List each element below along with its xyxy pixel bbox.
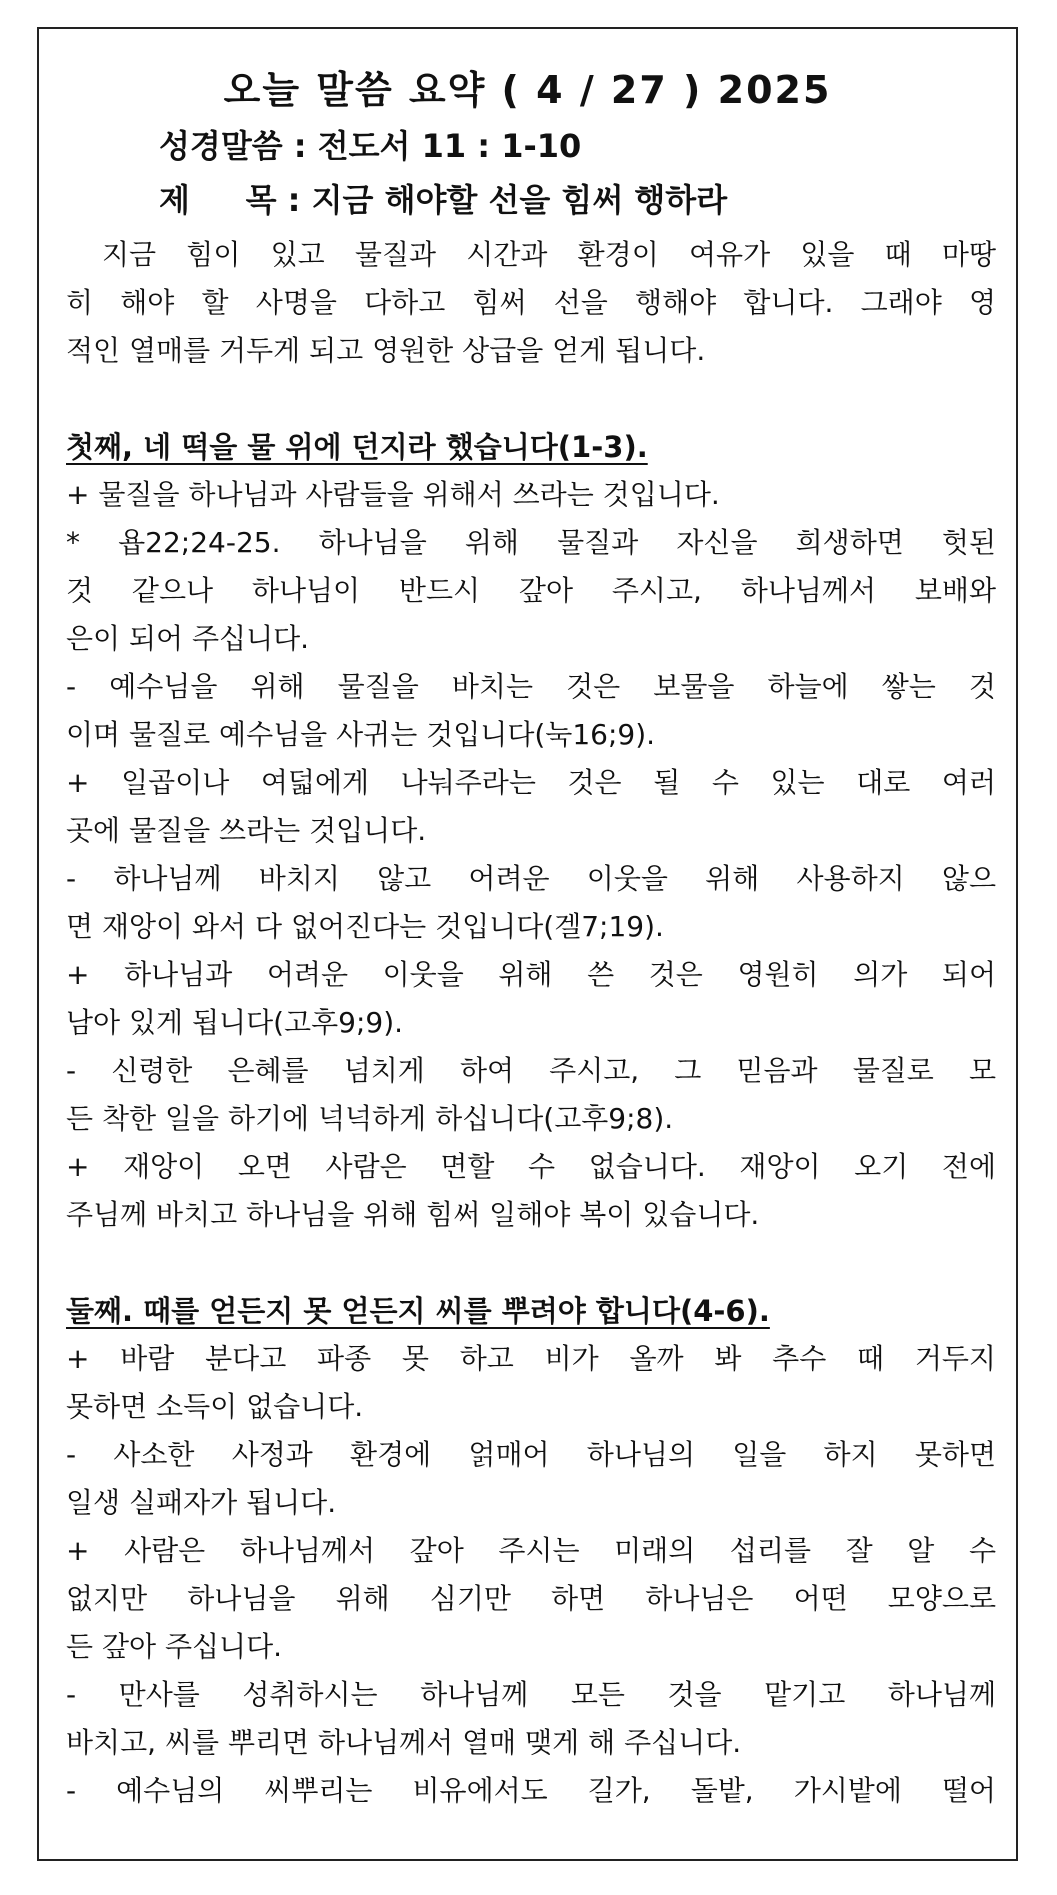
body-line: - 하나님께 바치지 않고 어려운 이웃을 위해 사용하지 않으	[66, 862, 996, 895]
body-line: 은이 되어 주십니다.	[66, 622, 310, 655]
body-line: - 사소한 사정과 환경에 얽매어 하나님의 일을 하지 못하면	[66, 1438, 996, 1471]
body-line: + 일곱이나 여덟에게 나눠주라는 것은 될 수 있는 대로 여러	[66, 766, 996, 799]
intro-line: 적인 열매를 거두게 되고 영원한 상급을 얻게 됩니다.	[66, 334, 706, 367]
scripture-reference: 성경말씀 : 전도서 11 : 1-10	[159, 127, 582, 165]
body-line: + 하나님과 어려운 이웃을 위해 쓴 것은 영원히 의가 되어	[66, 958, 996, 991]
section-heading: 둘째. 때를 얻든지 못 얻든지 씨를 뿌려야 합니다(4-6).	[66, 1294, 770, 1328]
intro-line: 히 해야 할 사명을 다하고 힘써 선을 행해야 합니다. 그래야 영	[66, 286, 996, 319]
body-line: 주님께 바치고 하나님을 위해 힘써 일해야 복이 있습니다.	[66, 1198, 760, 1231]
body-line: 바치고, 씨를 뿌리면 하나님께서 열매 맺게 해 주십니다.	[66, 1726, 742, 1759]
body-line: 이며 물질로 예수님을 사귀는 것입니다(눅16;9).	[66, 718, 656, 751]
body-line: - 만사를 성취하시는 하나님께 모든 것을 맡기고 하나님께	[66, 1678, 996, 1711]
body-line: - 예수님을 위해 물질을 바치는 것은 보물을 하늘에 쌓는 것	[66, 670, 996, 703]
intro-line: 지금 힘이 있고 물질과 시간과 환경이 여유가 있을 때 마땅	[102, 238, 996, 271]
body-line: 곳에 물질을 쓰라는 것입니다.	[66, 814, 427, 847]
sermon-summary-document	[37, 27, 1018, 1861]
spacer	[66, 1239, 996, 1287]
document-title: 오늘 말씀 요약 ( 4 / 27 ) 2025	[223, 68, 832, 112]
body-line: - 신령한 은혜를 넘치게 하여 주시고, 그 믿음과 물질로 모	[66, 1054, 996, 1087]
body-line: + 사람은 하나님께서 갚아 주시는 미래의 섭리를 잘 알 수	[66, 1534, 996, 1567]
sermon-subject: 제 목 : 지금 해야할 선을 힘써 행하라	[159, 181, 728, 219]
body-line: 면 재앙이 와서 다 없어진다는 것입니다(겔7;19).	[66, 910, 664, 943]
body-line: + 물질을 하나님과 사람들을 위해서 쓰라는 것입니다.	[66, 478, 720, 511]
body-line: 못하면 소득이 없습니다.	[66, 1390, 364, 1423]
body-line: + 재앙이 오면 사람은 면할 수 없습니다. 재앙이 오기 전에	[66, 1150, 996, 1183]
body-line: 일생 실패자가 됩니다.	[66, 1486, 337, 1519]
body-line: 없지만 하나님을 위해 심기만 하면 하나님은 어떤 모양으로	[66, 1582, 996, 1615]
section-heading: 첫째, 네 떡을 물 위에 던지라 했습니다(1-3).	[66, 430, 648, 464]
body-line: 것 같으나 하나님이 반드시 갚아 주시고, 하나님께서 보배와	[66, 574, 996, 607]
body-line: 남아 있게 됩니다(고후9;9).	[66, 1006, 404, 1039]
body-line: 든 착한 일을 하기에 넉넉하게 하십니다(고후9;8).	[66, 1102, 674, 1135]
body-line: 든 갚아 주십니다.	[66, 1630, 283, 1663]
body-line: * 욥22;24-25. 하나님을 위해 물질과 자신을 희생하면 헛된	[66, 526, 996, 559]
spacer	[66, 375, 996, 423]
document-body	[66, 231, 996, 1815]
body-line: + 바람 분다고 파종 못 하고 비가 올까 봐 추수 때 거두지	[66, 1342, 996, 1375]
body-line: - 예수님의 씨뿌리는 비유에서도 길가, 돌밭, 가시밭에 떨어	[66, 1774, 996, 1807]
